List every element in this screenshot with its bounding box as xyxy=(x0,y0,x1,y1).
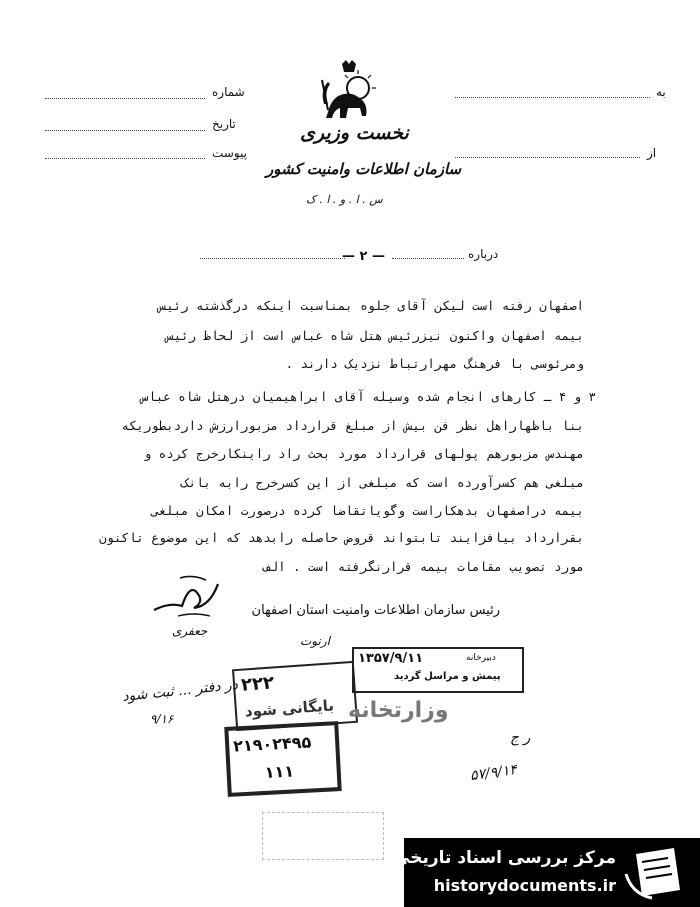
attachment-line xyxy=(45,158,205,159)
body-line: مورد تصویب مقامات بیمه قرارنگرفته است . الف xyxy=(263,559,584,574)
attachment-label: پیوست xyxy=(212,146,247,160)
body-line: بیمه اصفهان واکنون نیزرئیس هتل شاه عباس است از لحاظ رئیس xyxy=(166,328,584,343)
subject-line-left xyxy=(200,258,345,259)
document-archive-logo-icon xyxy=(622,844,692,902)
lion-and-sun-emblem-icon xyxy=(318,60,380,126)
right-note: ر ج xyxy=(510,730,531,746)
signatory-title: رئیس سازمان اطلاعات وامنیت استان اصفهان xyxy=(251,603,500,618)
number-stamp-value: ۲۱۹۰۲۴۹۵ xyxy=(232,732,312,756)
body-line: مهندس مزبورهم پولهای قرارداد مورد بحث راد راینکارخرج کرده و xyxy=(143,446,584,461)
number-stamp xyxy=(224,721,342,797)
signatory-name: جعفری xyxy=(172,624,208,638)
to-label: به xyxy=(656,85,666,99)
handwritten-signature xyxy=(150,572,222,620)
body-line: بیمه دراصفهان بدهکاراست وگویاتقاضا کرده درصورت امکان مبلغی xyxy=(151,503,584,518)
body-line: بقرارداد بیافزایند تابتواند قروض حاصله رابدهد که این موضوع تاکنون xyxy=(99,530,584,545)
marginal-annotation: در دفتر ... ثبت شود xyxy=(121,676,239,706)
ministry-title: نخست وزیری xyxy=(300,122,409,144)
watermark-org: مرکز بررسی اسناد تاریخی xyxy=(393,848,616,868)
page-marker: — ۲ — xyxy=(342,249,385,264)
body-line: مبلغی هم کسرآورده است که مبلغی از این کسرخرج رابه بانک xyxy=(181,475,584,490)
small-note: ارنوت xyxy=(300,634,330,648)
body-line: اصفهان رفته است لیکن آقای جلوه بمناسبت اینکه درگذشته رئیس xyxy=(158,298,584,313)
organization-title: سازمان اطلاعات وامنیت کشور xyxy=(266,160,462,178)
right-note-date: ۵۷/۹/۱۴ xyxy=(469,761,518,785)
secretariat-label: دبیرخانه xyxy=(466,653,496,663)
number-stamp-sub: ۱۱۱ xyxy=(264,761,295,782)
number-label: شماره xyxy=(212,85,245,99)
secretariat-date: ۱۳۵۷/۹/۱۱ xyxy=(358,651,424,666)
body-line: بنا باظهاراهل نظر فن بیش از مبلغ قرارداد مزبورارزش داردبطوریکه xyxy=(121,418,584,433)
registry-label: بایگانی شود xyxy=(244,696,335,721)
body-line: ومرئوسی با فرهنگ مهرارتباط نزدیک دارند . xyxy=(285,356,584,371)
date-label: تاریخ xyxy=(212,117,236,131)
number-line xyxy=(45,98,205,99)
registry-number: ۲۲۲ xyxy=(240,672,275,696)
from-line xyxy=(455,157,640,158)
registry-stamp xyxy=(232,661,358,731)
date-line xyxy=(45,130,205,131)
faint-stamp-mark xyxy=(262,812,384,860)
organization-code: س . ا . و . ا . ک xyxy=(306,193,383,206)
ministry-stamp: وزارتخانه xyxy=(348,698,449,723)
from-label: از xyxy=(647,146,657,160)
subject-line-right xyxy=(392,258,464,259)
watermark-url: historydocuments.ir xyxy=(433,876,616,895)
watermark-banner xyxy=(393,838,700,907)
subject-label: درباره xyxy=(468,247,499,261)
marginal-date: ۹/۱۶ xyxy=(150,712,174,726)
secretariat-stamp xyxy=(352,647,524,693)
body-line: ۳ و ۴ ـ کارهای انجام شده وسیله آقای ابراهیمیان درهتل شاه عباس xyxy=(140,389,596,404)
to-line xyxy=(455,97,650,98)
secretariat-sub: پیمش و مراسل گردید xyxy=(394,671,501,682)
